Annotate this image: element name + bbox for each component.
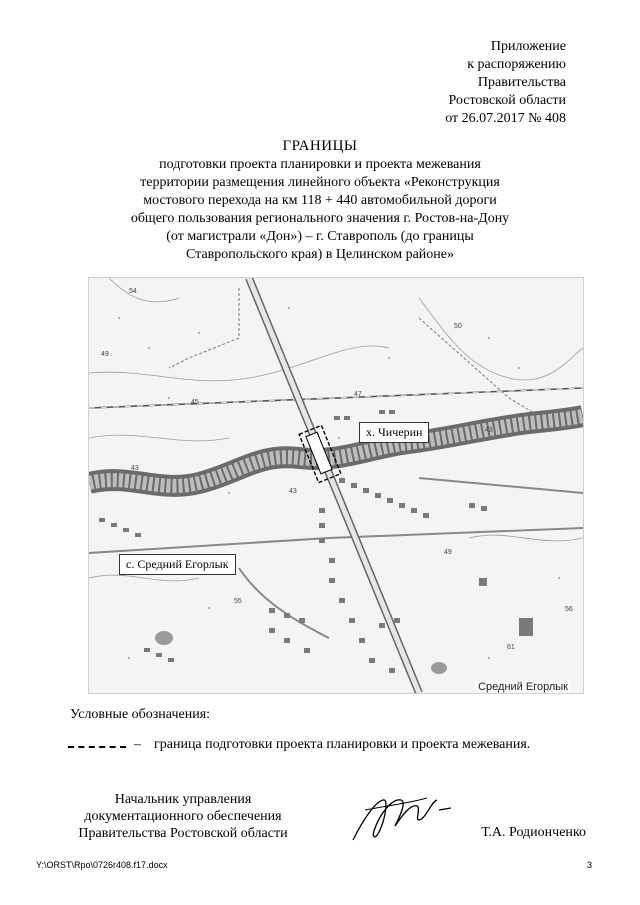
map-settlement-name: Средний Егорлык (475, 681, 571, 693)
appendix-line: Правительства (477, 75, 566, 90)
subtitle-line: Ставропольского края) в Целинском районе» (186, 247, 454, 262)
map-number: 61 (507, 644, 515, 651)
subtitle-line: подготовки проекта планировки и проекта межевания (159, 157, 481, 172)
appendix-line: к распоряжению (467, 57, 566, 72)
map-number: 47 (354, 391, 362, 398)
page-number: 3 (586, 860, 592, 870)
map-number: 43 (289, 488, 297, 495)
position-line: Начальник управления (114, 792, 252, 807)
appendix-line: Приложение (490, 39, 566, 54)
map-number: 43 (131, 465, 139, 472)
map-ravine (169, 288, 239, 368)
position-line: документационного обеспечения (84, 809, 282, 824)
signer-name: Т.А. Родионченко (481, 825, 586, 840)
document-subtitle (90, 156, 550, 264)
handwritten-signature (345, 780, 455, 850)
map-number: 45 (191, 399, 199, 406)
subtitle-line: территории размещения линейного объекта «Реконструкция (140, 175, 500, 190)
map-drawing (89, 278, 583, 693)
subtitle-line: мостового перехода на км 118 + 440 автомобильной дороги (143, 193, 497, 208)
boundary-dash-symbol (68, 746, 126, 748)
map-number: 49 (101, 351, 109, 358)
signature-position (60, 791, 306, 842)
map-number: 54 (129, 288, 137, 295)
legend-text: граница подготовки проекта планировки и проекта межевания. (154, 737, 531, 752)
appendix-header (366, 38, 566, 128)
legend-row (68, 737, 588, 755)
boundary-map (88, 277, 584, 694)
map-label-egorlyk: с. Средний Егорлык (119, 554, 236, 575)
map-number: 55 (234, 598, 242, 605)
legend-separator: – (134, 737, 141, 752)
document-title: ГРАНИЦЫ (282, 138, 358, 154)
map-number: 50 (454, 323, 462, 330)
appendix-line: от 26.07.2017 № 408 (445, 111, 566, 126)
map-pond (431, 662, 447, 674)
map-number: 49 (444, 549, 452, 556)
map-number: 43 (485, 427, 493, 434)
subtitle-line: (от магистрали «Дон») – г. Ставрополь (до границы (166, 229, 474, 244)
legend-title: Условные обозначения: (70, 707, 211, 722)
map-number: 56 (565, 606, 573, 613)
map-pond (155, 631, 173, 645)
appendix-line: Ростовской области (448, 93, 566, 108)
subtitle-line: общего пользования регионального значения г. Ростов-на-Дону (130, 211, 510, 226)
file-path: Y:\ORST\Rpo\0726r408.f17.docx (36, 860, 168, 870)
map-label-chicherin: х. Чичерин (359, 422, 429, 443)
map-elevation-marks (101, 288, 573, 651)
position-line: Правительства Ростовской области (78, 826, 288, 841)
